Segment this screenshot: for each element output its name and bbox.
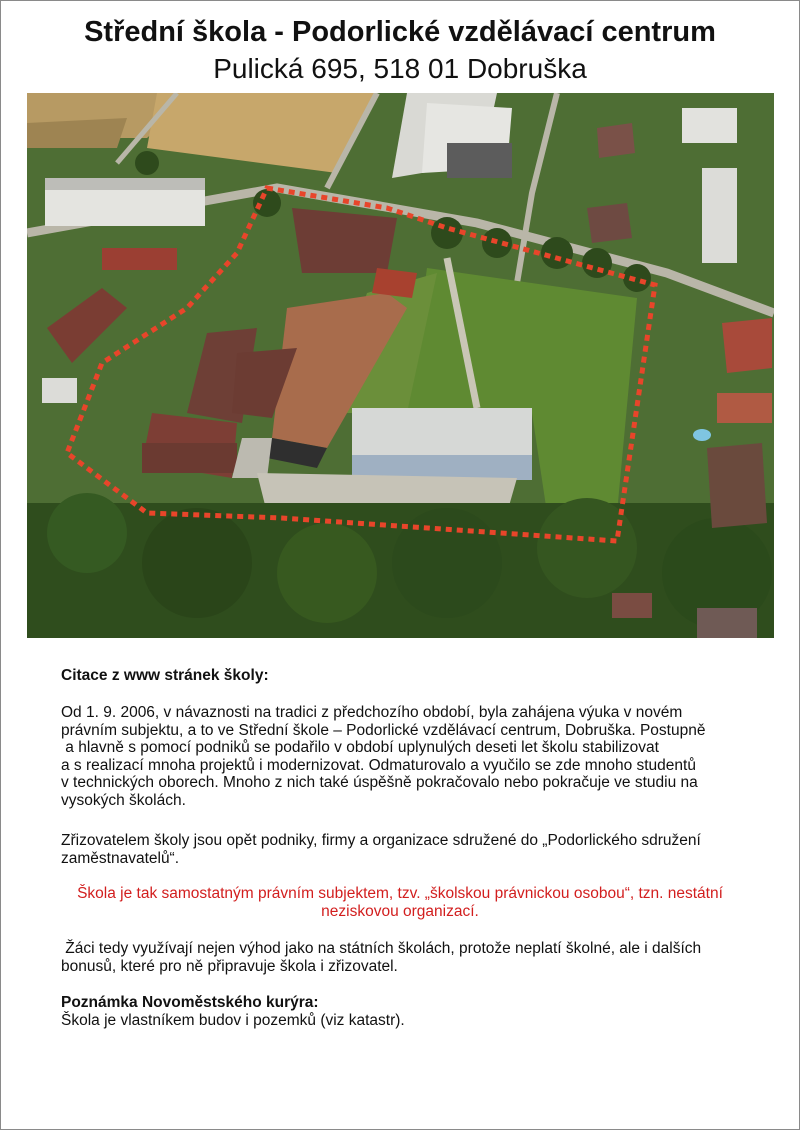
text-line: Od 1. 9. 2006, v návaznosti na tradici z předchozího období, byla zahájena výuka v novém	[61, 704, 683, 721]
text-line: právním subjektu, a to ve Střední škole – Podorlické vzdělávací centrum, Dobruška. Postupně	[61, 721, 706, 739]
text-line: a hlavně s pomocí podniků se podařilo v období uplynulých deseti let školu stabilizovat	[61, 739, 659, 756]
note-heading: Poznámka Novoměstského kurýra:	[61, 994, 319, 1011]
paragraph-intro	[61, 704, 741, 809]
page-title: Střední škola - Podorlické vzdělávací centrum	[84, 16, 716, 48]
paragraph-legal-status	[45, 885, 755, 920]
text-line: Zřizovatelem školy jsou opět podniky, firmy a organizace sdružené do „Podorlického sdružení	[61, 832, 701, 849]
text-line: vysokých školách.	[61, 791, 186, 809]
note-text: Škola je vlastníkem budov i pozemků (viz katastr).	[61, 1012, 405, 1029]
paragraph-founders	[61, 832, 741, 867]
text-line: zaměstnavatelů“.	[61, 849, 180, 867]
text-line: neziskovou organizací.	[321, 902, 479, 920]
text-line: v technických oborech. Mnoho z nich také úspěšně pokračovalo nebo pokračuje ve studiu na	[61, 774, 698, 791]
page-subtitle: Pulická 695, 518 01 Dobruška	[213, 53, 587, 84]
text-line: Škola je tak samostatným právním subjektem, tzv. „školskou právnickou osobou“, tzn. nestátní	[77, 885, 723, 902]
text-line: bonusů, které pro ně připravuje škola i zřizovatel.	[61, 957, 398, 975]
text-line: a s realizací mnoha projektů i modernizovat. Odmaturovalo a vyučilo se zde mnoho studentů	[61, 756, 696, 774]
aerial-photo	[27, 93, 774, 638]
paragraph-students	[61, 940, 741, 975]
text-line: Žáci tedy využívají nejen výhod jako na státních školách, protože neplatí školné, ale i dalších	[61, 940, 702, 957]
citation-heading: Citace z www stránek školy:	[61, 667, 269, 684]
